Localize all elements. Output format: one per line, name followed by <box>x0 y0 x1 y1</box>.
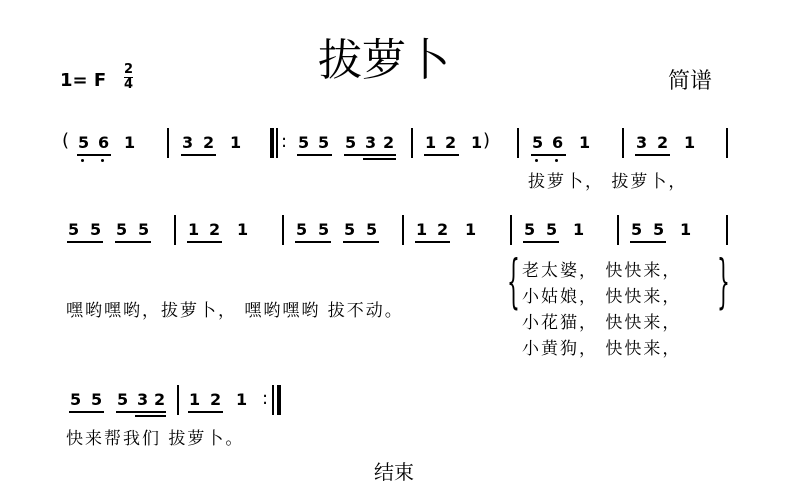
repeat-dots: : <box>262 388 269 409</box>
barline <box>174 215 176 245</box>
eighth-underline <box>116 411 166 413</box>
notation-type-label: 简谱 <box>668 69 713 94</box>
repeat-start-bar <box>270 128 274 158</box>
eighth-underline <box>69 411 104 413</box>
note: 3 <box>182 133 194 152</box>
barline <box>726 215 728 245</box>
note: 1 <box>465 220 477 239</box>
note: 5 <box>345 133 357 152</box>
lyric-line: 快来帮我们 拔萝卜。 <box>66 429 245 449</box>
note: 1 <box>124 133 136 152</box>
note: 1 <box>573 220 585 239</box>
eighth-underline <box>188 411 223 413</box>
sixteenth-underline <box>363 158 396 160</box>
open-paren: ( <box>62 130 70 151</box>
eighth-underline <box>77 154 111 156</box>
low-octave-dot <box>101 159 104 162</box>
eighth-underline <box>415 241 450 243</box>
barline <box>167 128 169 158</box>
barline <box>726 128 728 158</box>
barline <box>510 215 512 245</box>
close-paren: ) <box>483 130 491 151</box>
note: 5 <box>116 220 128 239</box>
time-signature <box>124 64 133 91</box>
barline <box>272 385 274 415</box>
note: 5 <box>117 390 129 409</box>
note: 5 <box>296 220 308 239</box>
note: 2 <box>209 220 221 239</box>
key-signature: 1= F <box>60 70 107 91</box>
time-denominator: 4 <box>124 77 134 92</box>
barline <box>411 128 413 158</box>
note: 2 <box>437 220 449 239</box>
note: 6 <box>98 133 110 152</box>
note: 3 <box>636 133 648 152</box>
eighth-underline <box>630 241 666 243</box>
note: 3 <box>365 133 377 152</box>
note: 5 <box>546 220 558 239</box>
note: 3 <box>137 390 149 409</box>
eighth-underline <box>635 154 670 156</box>
note: 1 <box>684 133 696 152</box>
lyric-line: 嘿哟嘿哟，拔萝卜， 嘿哟嘿哟 拔不动。 <box>66 301 404 321</box>
barline <box>177 385 179 415</box>
barline <box>402 215 404 245</box>
note: 5 <box>70 390 82 409</box>
note: 1 <box>236 390 248 409</box>
note: 1 <box>471 133 483 152</box>
note: 5 <box>90 220 102 239</box>
note: 2 <box>154 390 166 409</box>
note: 5 <box>298 133 310 152</box>
eighth-underline <box>181 154 216 156</box>
note: 5 <box>138 220 150 239</box>
note: 1 <box>188 220 200 239</box>
barline <box>517 128 519 158</box>
note: 1 <box>230 133 242 152</box>
note: 2 <box>445 133 457 152</box>
verse-brace-right: } <box>717 247 730 315</box>
note: 5 <box>68 220 80 239</box>
note: 5 <box>532 133 544 152</box>
note: 5 <box>318 133 330 152</box>
barline <box>276 128 278 158</box>
note: 5 <box>91 390 103 409</box>
note: 2 <box>657 133 669 152</box>
verse-lyric: 小花猫， 快快来， <box>522 313 682 333</box>
note: 1 <box>237 220 249 239</box>
note: 5 <box>653 220 665 239</box>
sixteenth-underline <box>135 415 166 417</box>
repeat-dots: : <box>281 131 288 152</box>
lyric-line: 拔萝卜， 拔萝卜， <box>528 172 688 192</box>
eighth-underline <box>297 154 332 156</box>
barline <box>617 215 619 245</box>
note: 1 <box>416 220 428 239</box>
note: 1 <box>425 133 437 152</box>
eighth-underline <box>424 154 459 156</box>
note: 6 <box>552 133 564 152</box>
eighth-underline <box>523 241 559 243</box>
eighth-underline <box>343 241 379 243</box>
note: 1 <box>579 133 591 152</box>
barline <box>622 128 624 158</box>
eighth-underline <box>531 154 566 156</box>
note: 2 <box>383 133 395 152</box>
song-title: 拔萝卜 <box>318 35 450 86</box>
note: 1 <box>189 390 201 409</box>
note: 2 <box>203 133 215 152</box>
verse-lyric: 老太婆， 快快来， <box>522 261 682 281</box>
low-octave-dot <box>535 159 538 162</box>
note: 5 <box>631 220 643 239</box>
low-octave-dot <box>555 159 558 162</box>
low-octave-dot <box>81 159 84 162</box>
verse-lyric: 小姑娘， 快快来， <box>522 287 682 307</box>
ending-label: 结束 <box>374 460 414 484</box>
note: 5 <box>78 133 90 152</box>
eighth-underline <box>187 241 222 243</box>
note: 5 <box>366 220 378 239</box>
barline <box>282 215 284 245</box>
repeat-end-bar <box>277 385 281 415</box>
note: 5 <box>344 220 356 239</box>
verse-brace-left: { <box>507 247 520 315</box>
note: 2 <box>210 390 222 409</box>
note: 5 <box>318 220 330 239</box>
eighth-underline <box>115 241 151 243</box>
eighth-underline <box>295 241 331 243</box>
note: 5 <box>524 220 536 239</box>
time-numerator: 2 <box>124 62 134 77</box>
eighth-underline <box>67 241 103 243</box>
note: 1 <box>680 220 692 239</box>
eighth-underline <box>344 154 396 156</box>
verse-lyric: 小黄狗， 快快来， <box>522 339 682 359</box>
